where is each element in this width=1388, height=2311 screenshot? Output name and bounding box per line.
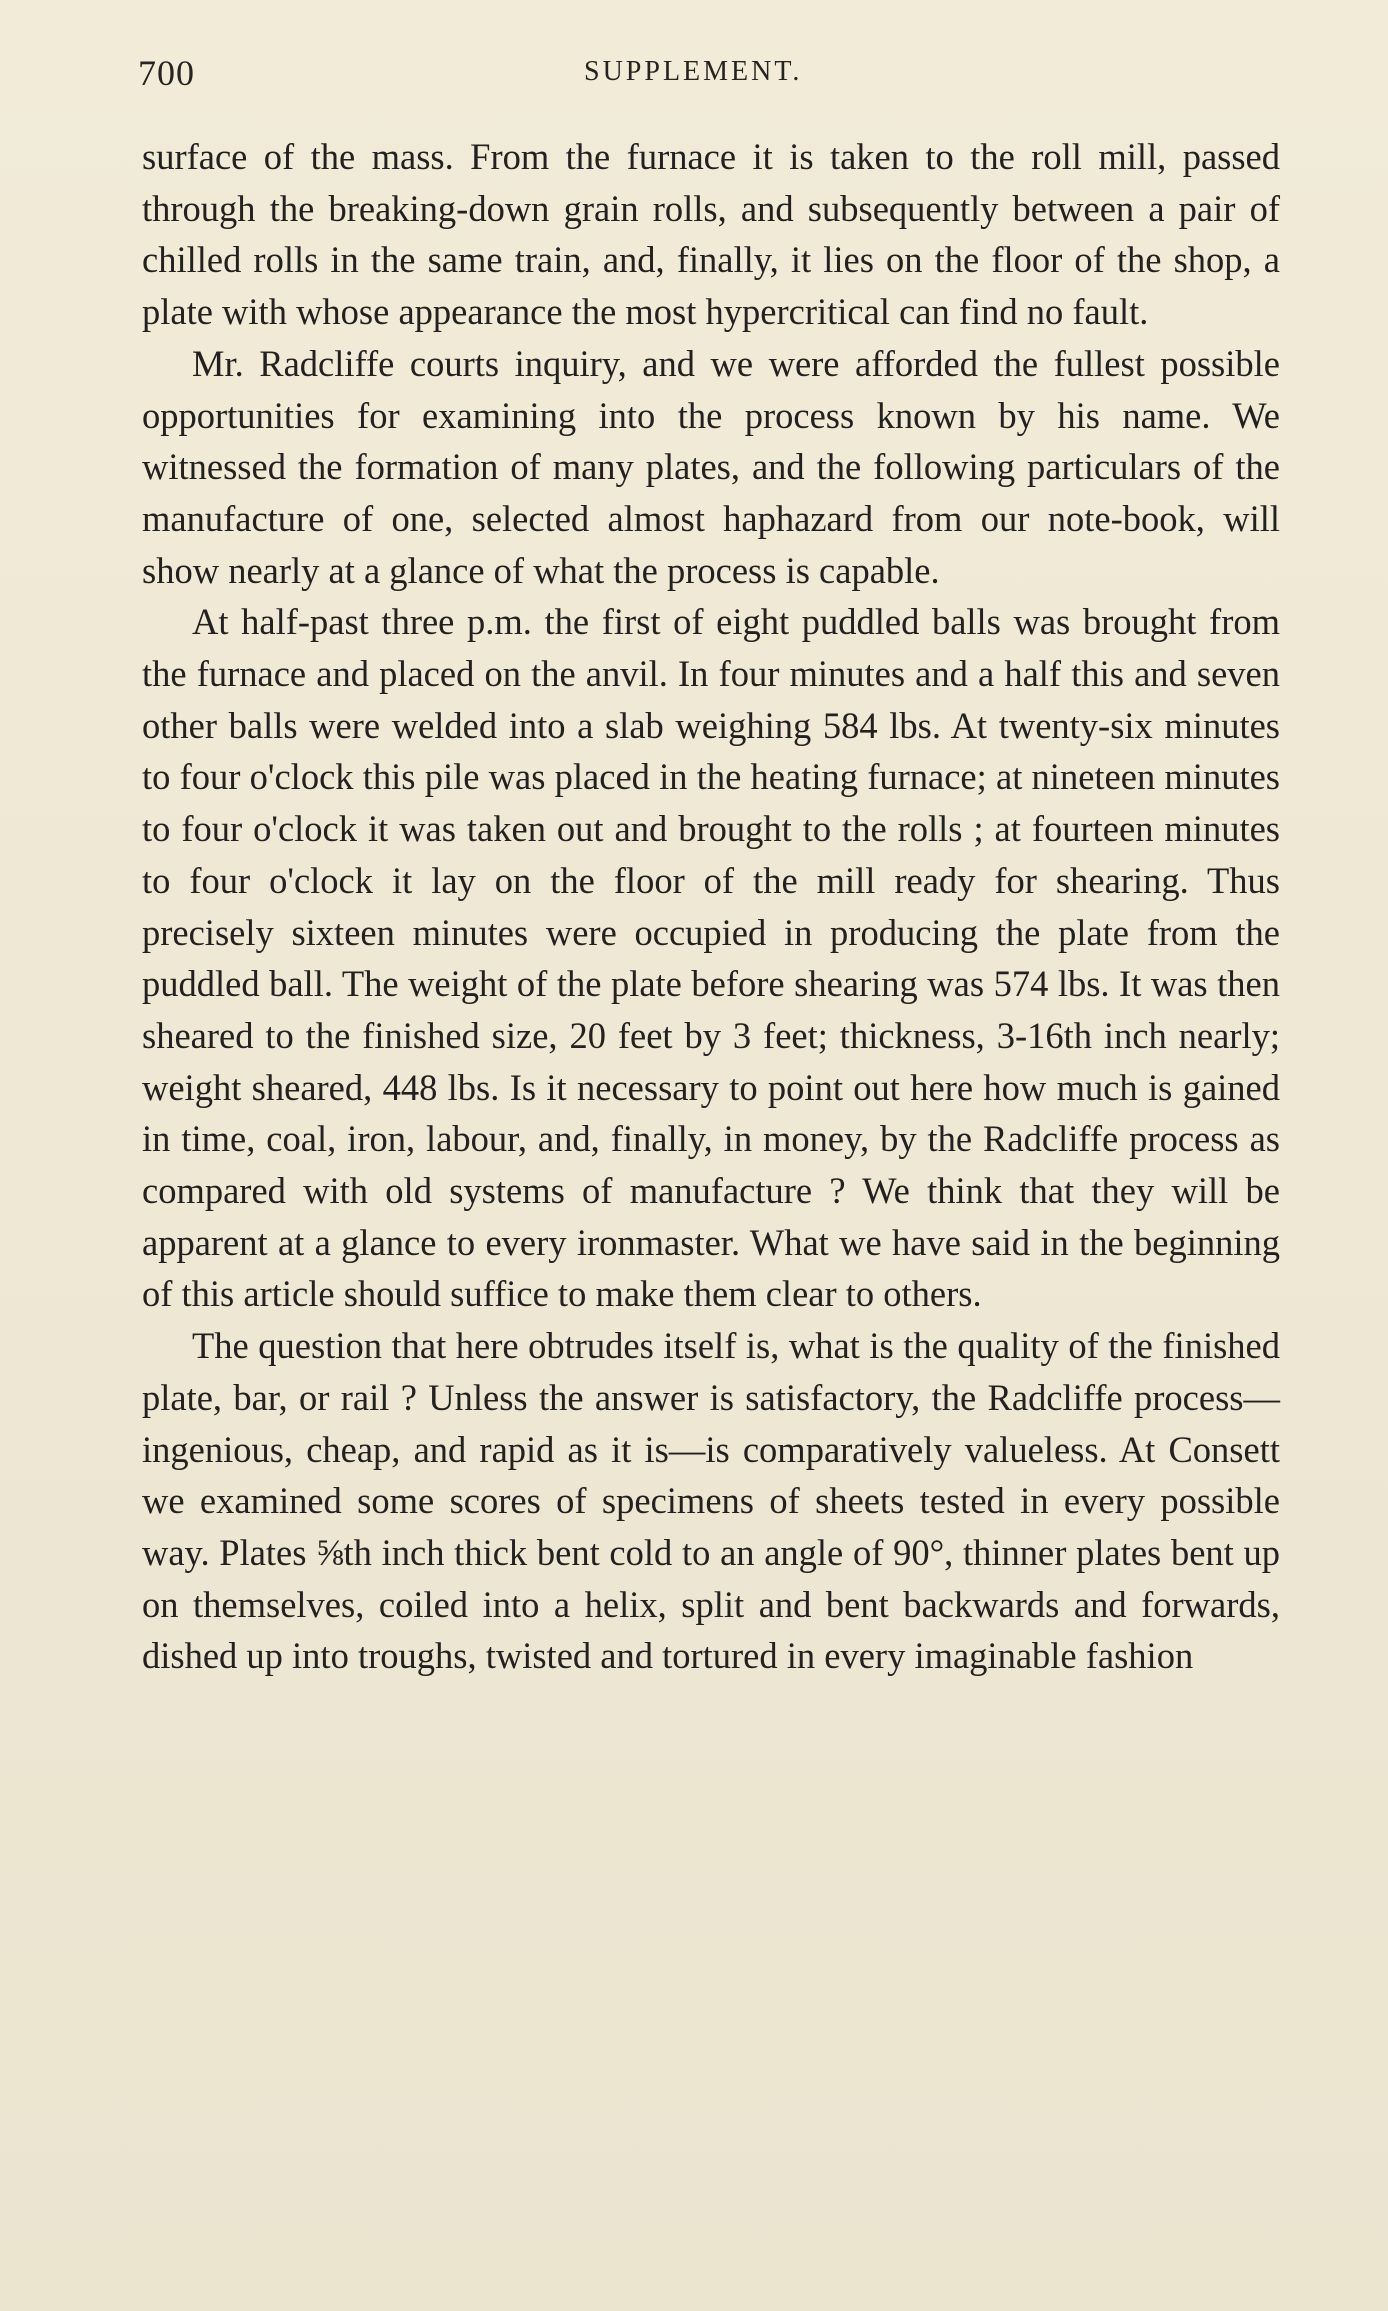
paragraph-continued: surface of the mass. From the furnace it is taken to the roll mill, passed through the breaking-down grain rolls, and subsequently between a pair of chilled rolls in the same train, and, finally, it lies on the floor of the shop, a plate with whose appearance the most hypercritical can find no fault.	[142, 136, 1280, 333]
paragraph: The question that here obtrudes itself is, what is the quality of the finished plate, bar, or rail ? Unless the answer is satisfactory, the Radcliffe process—ingenious, cheap, and rapid as it is—is comparatively valueless. At Consett we examined some scores of specimens of sheets tested in every possible way. Plates ⅝th inch thick bent cold to an angle of 90°, thinner plates bent up on themselves, coiled into a helix, split and bent backwards and forwards, dished up into troughs, twisted and tortured in every imaginable fashion	[142, 1325, 1280, 1677]
page-number: 700	[138, 53, 195, 93]
body-text	[142, 131, 1280, 1682]
paragraph: Mr. Radcliffe courts inquiry, and we were afforded the fullest possible opportunities for examining into the process known by his name. We witnessed the formation of many plates, and the following particulars of the manufacture of one, selected almost haphazard from our note-book, will show nearly at a glance of what the process is capable.	[142, 342, 1280, 591]
page-header	[138, 52, 1280, 102]
paragraph: At half-past three p.m. the first of eight puddled balls was brought from the furnace and placed on the anvil. In four minutes and a half this and seven other balls were welded into a slab weighing 584 lbs. At twenty-six minutes to four o'clock this pile was placed in the heating furnace; at nineteen minutes to four o'clock it was taken out and brought to the rolls ; at fourteen minutes to four o'clock it lay on the floor of the mill ready for shearing. Thus precisely sixteen minutes were occupied in producing the plate from the puddled ball. The weight of the plate before shearing was 574 lbs. It was then sheared to the finished size, 20 feet by 3 feet; thickness, 3-16th inch nearly; weight sheared, 448 lbs. Is it necessary to point out here how much is gained in time, coal, iron, labour, and, finally, in money, by the Radcliffe process as compared with old systems of manufacture ? We think that they will be apparent at a glance to every ironmaster. What we have said in the beginning of this article should suffice to make them clear to others.	[142, 601, 1280, 1315]
running-head: SUPPLEMENT.	[584, 56, 803, 87]
